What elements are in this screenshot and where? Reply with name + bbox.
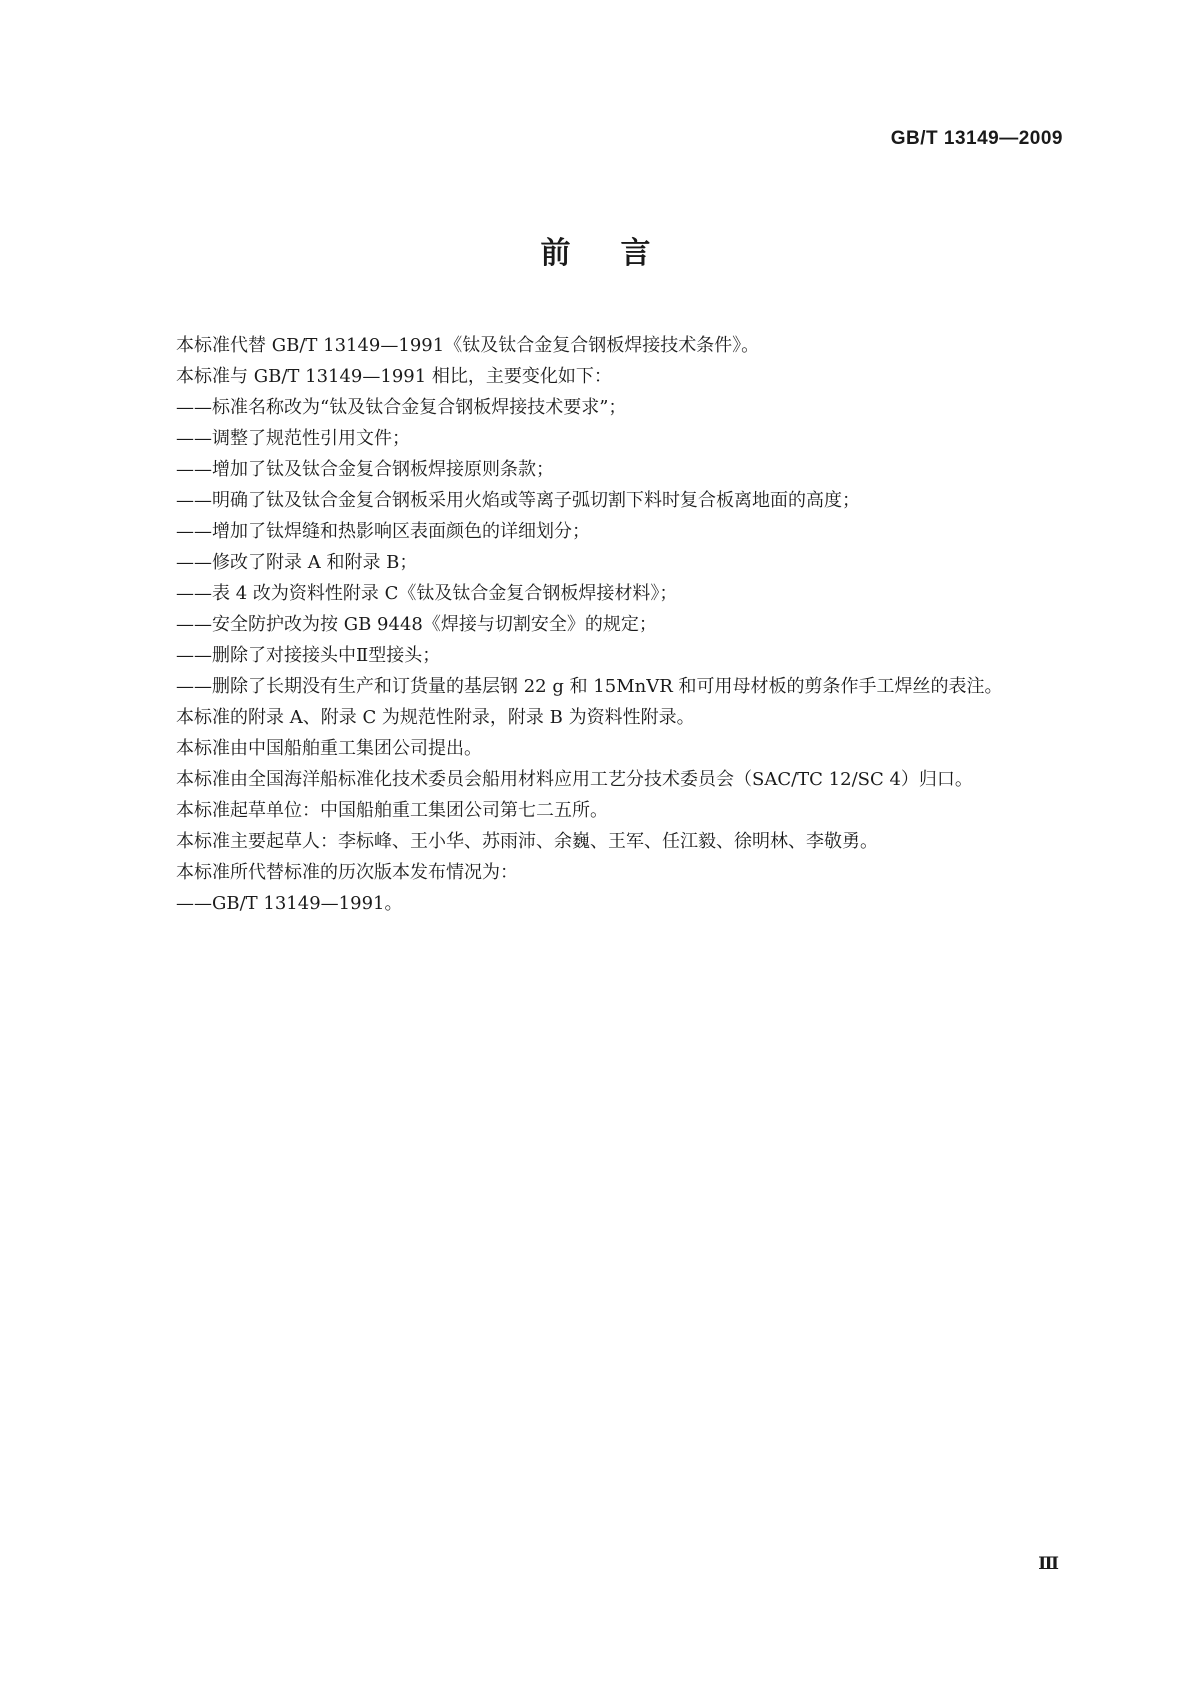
change-item: ——修改了附录 A 和附录 B； <box>176 552 418 573</box>
paragraph-annex-types: 本标准的附录 A、附录 C 为规范性附录，附录 B 为资料性附录。 <box>176 707 695 728</box>
change-item: ——安全防护改为按 GB 9448《焊接与切割安全》的规定； <box>176 614 657 635</box>
paragraph-under-jurisdiction: 本标准由全国海洋船标准化技术委员会船用材料应用工艺分技术委员会（SAC/TC 12/SC 4）归口。 <box>176 769 973 790</box>
paragraph-proposed-by: 本标准由中国船舶重工集团公司提出。 <box>176 738 482 759</box>
paragraph-drafters: 本标准主要起草人：李标峰、王小华、苏雨沛、余巍、王军、任江毅、徐明林、李敬勇。 <box>176 831 878 852</box>
standard-number: GB/T 13149—2009 <box>890 128 1063 149</box>
change-item: ——调整了规范性引用文件； <box>176 428 410 449</box>
page-title: 前言 <box>540 236 701 271</box>
foreword-body <box>128 330 1063 919</box>
change-item: ——明确了钛及钛合金复合钢板采用火焰或等离子弧切割下料时复合板离地面的高度； <box>176 490 860 511</box>
paragraph-changes-intro: 本标准与 GB/T 13149—1991 相比，主要变化如下： <box>176 366 612 387</box>
page-number: Ⅲ <box>1038 1554 1059 1573</box>
paragraph-history-intro: 本标准所代替标准的历次版本发布情况为： <box>176 862 518 883</box>
change-item: ——删除了对接接头中Ⅱ型接头； <box>176 645 441 666</box>
change-item: ——删除了长期没有生产和订货量的基层钢 22 g 和 15MnVR 和可用母材板的剪条作手工焊丝的表注。 <box>176 676 1003 697</box>
history-item: ——GB/T 13149—1991。 <box>176 893 403 914</box>
change-item: ——表 4 改为资料性附录 C《钛及钛合金复合钢板焊接材料》； <box>176 583 678 604</box>
change-item: ——增加了钛焊缝和热影响区表面颜色的详细划分； <box>176 521 590 542</box>
paragraph-drafting-unit: 本标准起草单位：中国船舶重工集团公司第七二五所。 <box>176 800 608 821</box>
change-item: ——标准名称改为“钛及钛合金复合钢板焊接技术要求”； <box>176 397 627 418</box>
change-item: ——增加了钛及钛合金复合钢板焊接原则条款； <box>176 459 554 480</box>
paragraph-replaces: 本标准代替 GB/T 13149—1991《钛及钛合金复合钢板焊接技术条件》。 <box>176 335 760 356</box>
